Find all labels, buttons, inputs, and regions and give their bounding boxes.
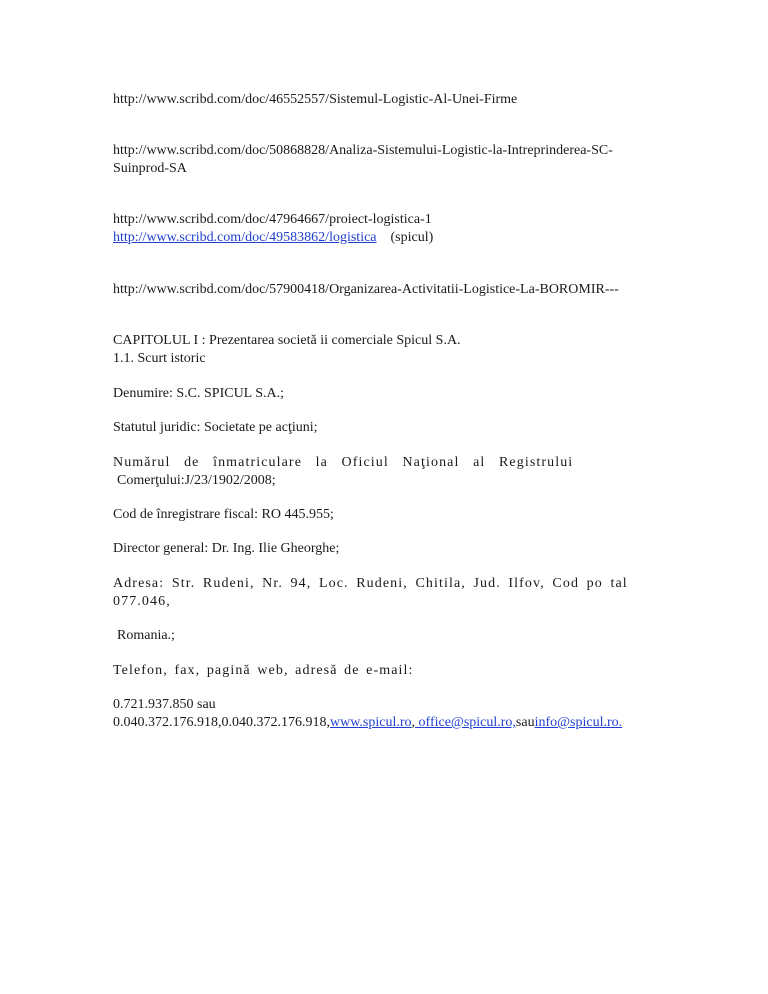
- reference-link-4[interactable]: http://www.scribd.com/doc/49583862/logistica: [113, 230, 377, 245]
- reference-note: (spicul): [390, 230, 434, 245]
- chapter-subtitle: 1.1. Scurt istoric: [113, 351, 206, 366]
- reference-url-5: http://www.scribd.com/doc/57900418/Organizarea-Activitatii-Logistice-La-BOROMIR---: [113, 282, 619, 297]
- contact-label: Telefon, fax, pagină web, adresă de e-mail:: [113, 663, 414, 678]
- info-email-link[interactable]: info@spicul.ro.: [534, 715, 623, 730]
- address-line2: 077.046,: [113, 594, 171, 609]
- website-link[interactable]: www.spicul.ro: [330, 715, 412, 730]
- legal-status: Statutul juridic: Societate pe acţiuni;: [113, 420, 318, 435]
- country: Romania.;: [117, 628, 175, 643]
- phone-numbers: 0.040.372.176.918,0.040.372.176.918,: [113, 715, 330, 730]
- reference-url-4-row: [113, 229, 433, 247]
- phone-mobile: 0.721.937.850 sau: [113, 697, 216, 712]
- reference-url-1: http://www.scribd.com/doc/46552557/Sistemul-Logistic-Al-Unei-Firme: [113, 92, 518, 107]
- contact-row: [113, 714, 622, 732]
- reference-url-3: http://www.scribd.com/doc/47964667/proiect-logistica-1: [113, 212, 432, 227]
- chapter-title: CAPITOLUL I : Prezentarea societă ii comerciale Spicul S.A.: [113, 333, 461, 348]
- contact-or: sau: [515, 715, 535, 730]
- registration-number-line1: Numărul de înmatriculare la Oficiul Naţional al Registrului: [113, 455, 574, 470]
- fiscal-code: Cod de înregistrare fiscal: RO 445.955;: [113, 507, 334, 522]
- reference-url-2-line2: Suinprod-SA: [113, 161, 187, 176]
- contact-separator: ,: [411, 715, 416, 730]
- general-director: Director general: Dr. Ing. Ilie Gheorghe;: [113, 541, 340, 556]
- registration-number-line2: Comerţului:J/23/1902/2008;: [117, 473, 276, 488]
- company-name: Denumire: S.C. SPICUL S.A.;: [113, 386, 284, 401]
- reference-url-2-line1: http://www.scribd.com/doc/50868828/Analiza-Sistemului-Logistic-la-Intreprinderea-SC-: [113, 143, 613, 158]
- address-line1: Adresa: Str. Rudeni, Nr. 94, Loc. Rudeni, Chitila, Jud. Ilfov, Cod po tal: [113, 576, 628, 591]
- office-email-link[interactable]: office@spicul.ro,: [415, 715, 516, 730]
